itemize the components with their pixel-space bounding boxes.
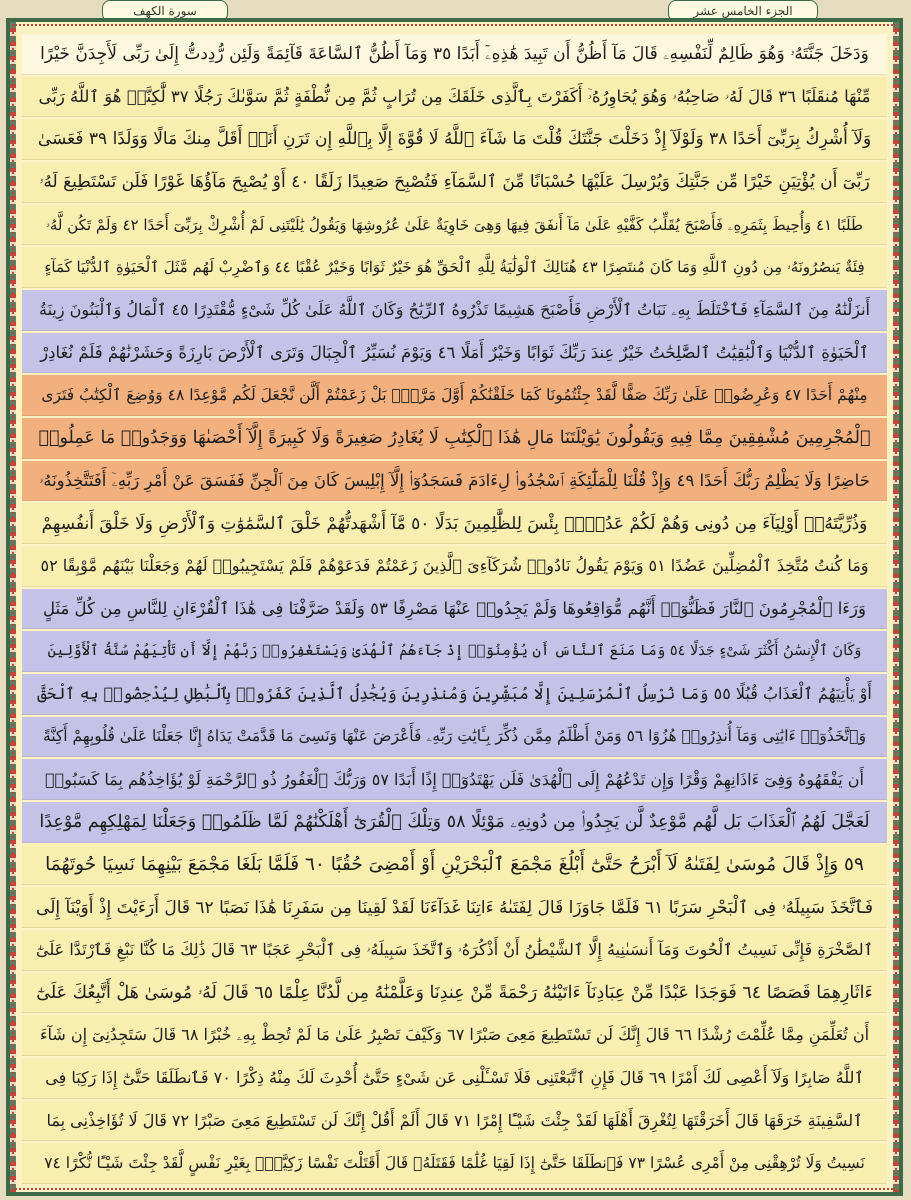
text-line <box>22 290 887 331</box>
line-text: مِنْهُمْ أَحَدًا ٤٧ وَعُرِضُوا۟ عَلَىٰ رَبِّكَ صَفًّا لَّقَدْ جِئْتُمُونَا كَمَا خَلَقْنَٰكُمْ أَوَّلَ مَرَّةٍۭ بَلْ زَعَمْتُمْ أَلَّن نَّجْعَلَ لَكُم مَّوْعِدًا ٤٨ وَوُضِعَ ٱلْكِتَٰبُ فَتَرَى <box>41 386 868 405</box>
text-line <box>22 887 887 928</box>
juz-name-badge: الجزء الخامس عشر <box>668 0 818 22</box>
text-line <box>22 119 887 160</box>
line-text: ٱلسَّفِينَةِ خَرَقَهَا قَالَ أَخَرَقْتَهَا لِتُغْرِقَ أَهْلَهَا لَقَدْ جِئْتَ شَيْـًٔا إِمْرًا ٧١ قَالَ أَلَمْ أَقُلْ إِنَّكَ لَن تَسْتَطِيعَ مَعِىَ صَبْرًا ٧٢ قَالَ لَا تُؤَاخِذْنِى بِمَا <box>46 1111 863 1131</box>
line-text: ٱلْحَيَوٰةِ ٱلدُّنْيَا وَٱلْبَٰقِيَٰتُ ٱلصَّٰلِحَٰتُ خَيْرٌ عِندَ رَبِّكَ ثَوَابًا وَخَيْرٌ أَمَلًا ٤٦ وَيَوْمَ نُسَيِّرُ ٱلْجِبَالَ وَتَرَى ٱلْأَرْضَ بَارِزَةً وَحَشَرْنَٰهُمْ فَلَمْ نُغَادِرْ <box>40 343 869 363</box>
text-line <box>22 162 887 203</box>
line-text: حَاضِرًا وَلَا يَظْلِمُ رَبُّكَ أَحَدًا ٤٩ وَإِذْ قُلْنَا لِلْمَلَٰٓئِكَةِ ٱسْجُدُوا۟ لِءَادَمَ فَسَجَدُوٓا۟ إِلَّآ إِبْلِيسَ كَانَ مِنَ ٱلْجِنِّ فَفَسَقَ عَنْ أَمْرِ رَبِّهِۦٓ أَفَتَتَّخِذُونَهُۥ <box>39 470 870 490</box>
quran-text-lines <box>22 34 887 1184</box>
line-text: أَن يَفْقَهُوهُ وَفِىٓ ءَاذَانِهِمْ وَقْرًا وَإِن تَدْعُهُمْ إِلَى ٱلْهُدَىٰ فَلَن يَهْتَدُوٓا۟ إِذًا أَبَدًا ٥٧ وَرَبُّكَ ٱلْغَفُورُ ذُو ٱلرَّحْمَةِ لَوْ يُؤَاخِذُهُم بِمَا كَسَبُوا۟ <box>45 769 864 789</box>
line-text: وَمَا كُنتُ مُتَّخِذَ ٱلْمُضِلِّينَ عَضُدًا ٥١ وَيَوْمَ يَقُولُ نَادُوا۟ شُرَكَآءِىَ ٱلَّذِينَ زَعَمْتُمْ فَدَعَوْهُمْ فَلَمْ يَسْتَجِيبُوا۟ لَهُمْ وَجَعَلْنَا بَيْنَهُم مَّوْبِقًا ٥٢ <box>40 556 869 576</box>
line-text: ءَاثَارِهِمَا قَصَصًا ٦٤ فَوَجَدَا عَبْدًا مِّنْ عِبَادِنَآ ءَاتَيْنَٰهُ رَحْمَةً مِّنْ عِندِنَا وَعَلَّمْنَٰهُ مِن لَّدُنَّا عِلْمًا ٦٥ قَالَ لَهُۥ مُوسَىٰ هَلْ أَتَّبِعُكَ عَلَىٰٓ <box>36 982 873 1003</box>
line-text: وَرَءَا ٱلْمُجْرِمُونَ ٱلنَّارَ فَظَنُّوٓا۟ أَنَّهُم مُّوَاقِعُوهَا وَلَمْ يَجِدُوا۟ عَنْهَا مَصْرِفًا ٥٣ وَلَقَدْ صَرَّفْنَا فِى هَٰذَا ٱلْقُرْءَانِ لِلنَّاسِ مِن كُلِّ مَثَلٍ <box>43 599 866 619</box>
text-line <box>22 418 887 459</box>
text-line <box>22 631 887 672</box>
text-line <box>22 546 887 587</box>
line-text: ٱلصَّخْرَةِ فَإِنِّى نَسِيتُ ٱلْحُوتَ وَمَآ أَنسَىٰنِيهُ إِلَّا ٱلشَّيْطَٰنُ أَنْ أَذْكُرَهُۥ وَٱتَّخَذَ سَبِيلَهُۥ فِى ٱلْبَحْرِ عَجَبًا ٦٣ قَالَ ذَٰلِكَ مَا كُنَّا نَبْغِ فَٱرْتَدَّا عَلَىٰٓ <box>36 939 873 959</box>
text-line <box>22 1058 887 1099</box>
text-line <box>22 930 887 971</box>
text-line <box>22 34 887 75</box>
line-text: ٥٩ وَإِذْ قَالَ مُوسَىٰ لِفَتَىٰهُ لَآ أَبْرَحُ حَتَّىٰٓ أَبْلُغَ مَجْمَعَ ٱلْبَحْرَيْنِ أَوْ أَمْضِىَ حُقُبًا ٦٠ فَلَمَّا بَلَغَا مَجْمَعَ بَيْنِهِمَا نَسِيَا حُوتَهُمَا <box>45 854 864 876</box>
line-text: وَلَآ أُشْرِكُ بِرَبِّىٓ أَحَدًا ٣٨ وَلَوْلَآ إِذْ دَخَلْتَ جَنَّتَكَ قُلْتَ مَا شَآءَ ٱللَّهُ لَا قُوَّةَ إِلَّا بِٱللَّهِ إِن تَرَنِ أَنَا۠ أَقَلَّ مِنكَ مَالًا وَوَلَدًا ٣٩ فَعَسَىٰ <box>37 129 872 150</box>
line-text: وَكَانَ ٱلْإِنسَٰنُ أَكْثَرَ شَىْءٍ جَدَلًا ٥٤ وَمَا مَنَعَ ٱلنَّاسَ أَن يُؤْمِنُوٓا۟ إِذْ جَآءَهُمُ ٱلْهُدَىٰ وَيَسْتَغْفِرُوا۟ رَبَّهُمْ إِلَّآ أَن تَأْتِيَهُمْ سُنَّةُ ٱلْأَوَّلِينَ <box>47 643 862 660</box>
text-line <box>22 503 887 544</box>
text-line <box>22 674 887 715</box>
line-text: رَبِّىٓ أَن يُؤْتِيَنِ خَيْرًا مِّن جَنَّتِكَ وَيُرْسِلَ عَلَيْهَا حُسْبَانًا مِّنَ ٱلسَّمَآءِ فَتُصْبِحَ صَعِيدًا زَلَقًا ٤٠ أَوْ يُصْبِحَ مَآؤُهَا غَوْرًا فَلَن تَسْتَطِيعَ لَهُۥ <box>39 172 870 193</box>
line-text: أَنزَلْنَٰهُ مِنَ ٱلسَّمَآءِ فَٱخْتَلَطَ بِهِۦ نَبَاتُ ٱلْأَرْضِ فَأَصْبَحَ هَشِيمًا تَذْرُوهُ ٱلرِّيَٰحُ وَكَانَ ٱللَّهُ عَلَىٰ كُلِّ شَىْءٍ مُّقْتَدِرًا ٤٥ ٱلْمَالُ وَٱلْبَنُونَ زِينَةُ <box>38 299 871 319</box>
text-line <box>22 1143 887 1184</box>
text-line <box>22 589 887 630</box>
line-text: فَٱتَّخَذَ سَبِيلَهُۥ فِى ٱلْبَحْرِ سَرَبًا ٦١ فَلَمَّا جَاوَزَا قَالَ لِفَتَىٰهُ ءَاتِنَا غَدَآءَنَا لَقَدْ لَقِينَا مِن سَفَرِنَا هَٰذَا نَصَبًا ٦٢ قَالَ أَرَءَيْتَ إِذْ أَوَيْنَآ إِلَى <box>36 897 873 918</box>
line-text: نَسِيتُ وَلَا تُرْهِقْنِى مِنْ أَمْرِى عُسْرًا ٧٣ فَٱنطَلَقَا حَتَّىٰٓ إِذَا لَقِيَا غُلَٰمًا فَقَتَلَهُۥ قَالَ أَقَتَلْتَ نَفْسًا زَكِيَّةًۢ بِغَيْرِ نَفْسٍ لَّقَدْ جِئْتَ شَيْـًٔا نُّكْرًا ٧٤ <box>44 1154 865 1173</box>
text-line <box>22 759 887 800</box>
text-line <box>22 333 887 374</box>
text-line <box>22 375 887 416</box>
line-text: فِئَةٌ يَنصُرُونَهُۥ مِن دُونِ ٱللَّهِ وَمَا كَانَ مُنتَصِرًا ٤٣ هُنَالِكَ ٱلْوَلَٰيَةُ لِلَّهِ ٱلْحَقِّ هُوَ خَيْرٌ ثَوَابًا وَخَيْرٌ عُقْبًا ٤٤ وَٱضْرِبْ لَهُم مَّثَلَ ٱلْحَيَوٰةِ ٱلدُّنْيَا كَمَآءٍ <box>44 258 865 277</box>
surah-name-badge: سورة الكهف <box>102 0 228 22</box>
line-text: وَٱتَّخَذُوٓا۟ ءَايَٰتِى وَمَآ أُنذِرُوا۟ هُزُوًا ٥٦ وَمَنْ أَظْلَمُ مِمَّن ذُكِّرَ بِـَٔايَٰتِ رَبِّهِۦ فَأَعْرَضَ عَنْهَا وَنَسِىَ مَا قَدَّمَتْ يَدَاهُ إِنَّا جَعَلْنَا عَلَىٰ قُلُوبِهِمْ أَكِنَّةً <box>42 727 867 746</box>
line-text: وَذُرِّيَّتَهُۥٓ أَوْلِيَآءَ مِن دُونِى وَهُمْ لَكُمْ عَدُوٌّۢ بِئْسَ لِلظَّٰلِمِينَ بَدَلًا ٥٠ مَّآ أَشْهَدتُّهُمْ خَلْقَ ٱلسَّمَٰوَٰتِ وَٱلْأَرْضِ وَلَا خَلْقَ أَنفُسِهِمْ <box>41 513 868 534</box>
left-border-ornament <box>10 22 16 1192</box>
text-line <box>22 845 887 886</box>
text-line <box>22 802 887 843</box>
right-border-ornament <box>893 22 899 1192</box>
text-line <box>22 717 887 758</box>
line-text: أَوْ يَأْتِيَهُمُ ٱلْعَذَابُ قُبُلًا ٥٥ وَمَا نُرْسِلُ ٱلْمُرْسَلِينَ إِلَّا مُبَشِّرِينَ وَمُنذِرِينَ وَيُجَٰدِلُ ٱلَّذِينَ كَفَرُوا۟ بِٱلْبَٰطِلِ لِيُدْحِضُوا۟ بِهِ ٱلْحَقَّ <box>37 684 872 704</box>
line-text: مِّنْهَا مُنقَلَبًا ٣٦ قَالَ لَهُۥ صَاحِبُهُۥ وَهُوَ يُحَاوِرُهُۥٓ أَكَفَرْتَ بِٱلَّذِى خَلَقَكَ مِن تُرَابٍ ثُمَّ مِن نُّطْفَةٍ ثُمَّ سَوَّىٰكَ رَجُلًا ٣٧ لَّٰكِنَّا۠ هُوَ ٱللَّهُ رَبِّى <box>38 86 871 106</box>
line-text: وَدَخَلَ جَنَّتَهُۥ وَهُوَ ظَالِمٌ لِّنَفْسِهِۦ قَالَ مَآ أَظُنُّ أَن تَبِيدَ هَٰذِهِۦٓ أَبَدًا ٣٥ وَمَآ أَظُنُّ ٱلسَّاعَةَ قَآئِمَةً وَلَئِن رُّدِدتُّ إِلَىٰ رَبِّى لَأَجِدَنَّ خَيْرًا <box>40 44 869 65</box>
text-line <box>22 1015 887 1056</box>
text-frame <box>6 18 903 1196</box>
line-text: ٱلْمُجْرِمِينَ مُشْفِقِينَ مِمَّا فِيهِ وَيَقُولُونَ يَٰوَيْلَتَنَا مَالِ هَٰذَا ٱلْكِتَٰبِ لَا يُغَادِرُ صَغِيرَةً وَلَا كَبِيرَةً إِلَّآ أَحْصَىٰهَا وَوَجَدُوا۟ مَا عَمِلُوا۟ <box>38 427 871 448</box>
text-line <box>22 77 887 118</box>
line-text: ٱللَّهُ صَابِرًا وَلَآ أَعْصِى لَكَ أَمْرًا ٦٩ قَالَ فَإِنِ ٱتَّبَعْتَنِى فَلَا تَسْـَٔلْنِى عَن شَىْءٍ حَتَّىٰٓ أُحْدِثَ لَكَ مِنْهُ ذِكْرًا ٧٠ فَٱنطَلَقَا حَتَّىٰٓ إِذَا رَكِبَا فِى <box>45 1068 864 1088</box>
text-line <box>22 1101 887 1142</box>
line-text: لَعَجَّلَ لَهُمُ ٱلْعَذَابَ بَل لَّهُم مَّوْعِدٌ لَّن يَجِدُوا۟ مِن دُونِهِۦ مَوْئِلًا ٥٨ وَتِلْكَ ٱلْقُرَىٰٓ أَهْلَكْنَٰهُمْ لَمَّا ظَلَمُوا۟ وَجَعَلْنَا لِمَهْلِكِهِم مَّوْعِدًا <box>39 811 870 832</box>
line-text: أَن تُعَلِّمَنِ مِمَّا عُلِّمْتَ رُشْدًا ٦٦ قَالَ إِنَّكَ لَن تَسْتَطِيعَ مَعِىَ صَبْرًا ٦٧ وَكَيْفَ تَصْبِرُ عَلَىٰ مَا لَمْ تُحِطْ بِهِۦ خُبْرًا ٦٨ قَالَ سَتَجِدُنِىٓ إِن شَآءَ <box>39 1025 870 1045</box>
line-text: طَلَبًا ٤١ وَأُحِيطَ بِثَمَرِهِۦ فَأَصْبَحَ يُقَلِّبُ كَفَّيْهِ عَلَىٰ مَآ أَنفَقَ فِيهَا وَهِىَ خَاوِيَةٌ عَلَىٰ عُرُوشِهَا وَيَقُولُ يَٰلَيْتَنِى لَمْ أُشْرِكْ بِرَبِّىٓ أَحَدًا ٤٢ وَلَمْ تَكُن لَّهُۥ <box>46 215 863 234</box>
text-line <box>22 205 887 246</box>
text-line <box>22 461 887 502</box>
text-line <box>22 973 887 1014</box>
text-line <box>22 247 887 288</box>
